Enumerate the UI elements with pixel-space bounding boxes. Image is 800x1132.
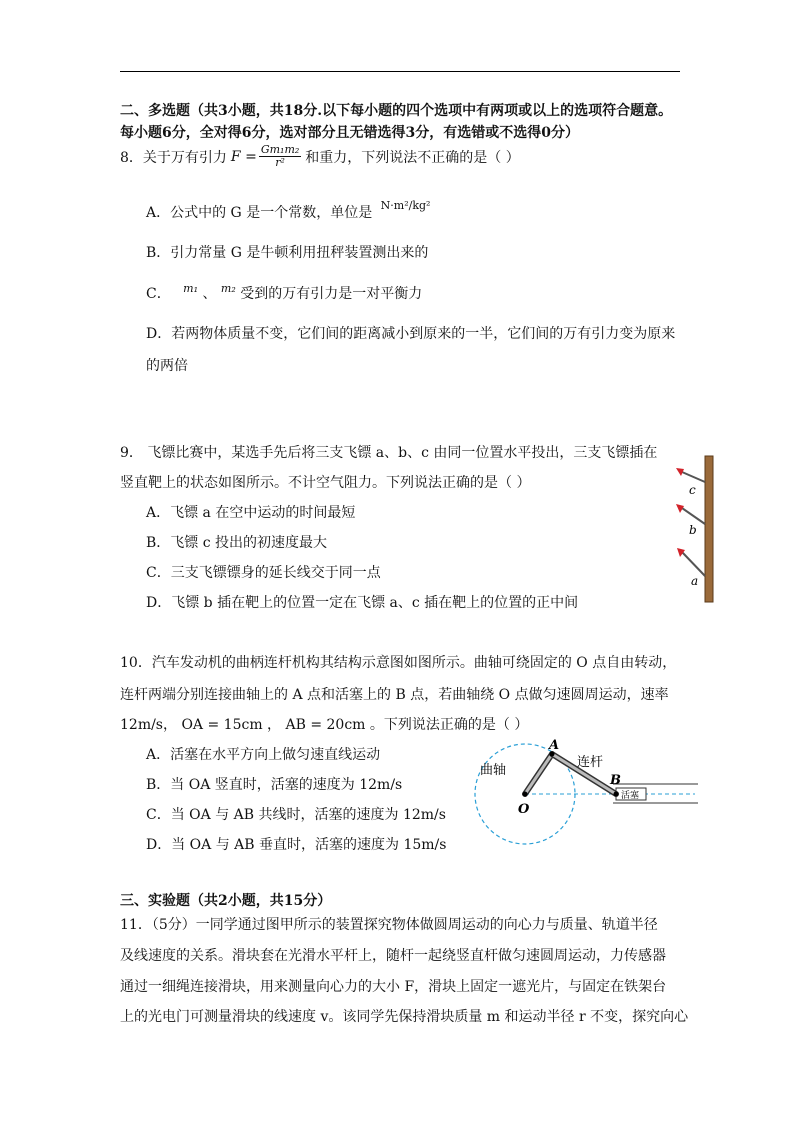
label-crank: 曲轴 bbox=[480, 763, 507, 778]
q8-option-c-m2: m₂ bbox=[220, 282, 236, 295]
q8-option-c-suffix: 受到的万有引力是一对平衡力 bbox=[240, 286, 423, 302]
section2-heading-line2: 每小题6分，全对得6分，选对部分且无错选得3分，有选错或不选得0分） bbox=[120, 125, 579, 141]
q9-stem-line1: 9． 飞镖比赛中，某选手先后将三支飞镖 a、b、c 由同一位置水平投出，三支飞镖插在 bbox=[120, 445, 658, 461]
q9-stem-line2: 竖直靶上的状态如图所示。不计空气阻力。下列说法正确的是（ ） bbox=[120, 475, 531, 491]
label-a: A bbox=[549, 738, 560, 753]
q10-stem-line3: 12m/s， OA = 15cm ， AB = 20cm 。下列说法正确的是（ ） bbox=[120, 717, 529, 733]
q8-formula-fraction bbox=[259, 144, 301, 169]
q11-line4: 上的光电门可测量滑块的线速度 v。该同学先保持滑块质量 m 和运动半径 r 不变，探究向心 bbox=[120, 1009, 689, 1025]
q8-formula-lhs: F = bbox=[230, 148, 257, 165]
q11-line1: 11．（5分）一同学通过图甲所示的装置探究物体做圆周运动的向心力与质量、轨道半径 bbox=[120, 917, 658, 933]
q11-line3: 通过一细绳连接滑块，用来测量向心力的大小 F，滑块上固定一遮光片，与固定在铁架台 bbox=[120, 979, 667, 995]
section2-heading-line1: 二、多选题（共3小题，共18分.以下每小题的四个选项中有两项或以上的选项符合题意。 bbox=[120, 103, 673, 119]
dart-a bbox=[677, 548, 705, 576]
q9-option-a: A．飞镖 a 在空中运动的时间最短 bbox=[146, 505, 356, 521]
label-o: O bbox=[518, 802, 530, 817]
q8-option-a bbox=[146, 199, 431, 222]
q8-stem-after: 和重力，下列说法不正确的是（ ） bbox=[305, 149, 520, 166]
q10-option-c: C．当 OA 与 AB 共线时，活塞的速度为 12m/s bbox=[146, 807, 446, 823]
q8-option-a-text: A．公式中的 G 是一个常数，单位是 bbox=[146, 205, 373, 221]
dart-label-a: a bbox=[691, 574, 699, 588]
q9-option-b: B．飞镖 c 投出的初速度最大 bbox=[146, 535, 328, 551]
dart-label-b: b bbox=[689, 523, 697, 537]
q8-option-b: B．引力常量 G 是牛顿利用扭秤装置测出来的 bbox=[146, 245, 429, 261]
dart-c bbox=[676, 468, 705, 482]
q9-option-c: C．三支飞镖镖身的延长线交于同一点 bbox=[146, 565, 381, 581]
q8-option-d-line2: 的两倍 bbox=[146, 358, 188, 374]
dart-label-c: c bbox=[689, 483, 696, 497]
q9-option-d: D．飞镖 b 插在靶上的位置一定在飞镖 a、c 插在靶上的位置的正中间 bbox=[146, 595, 579, 611]
q8-option-c-m1: m₁ bbox=[183, 282, 199, 295]
q10-option-d: D．当 OA 与 AB 垂直时，活塞的速度为 15m/s bbox=[146, 837, 447, 853]
header-rule bbox=[120, 71, 680, 72]
label-rod: 连杆 bbox=[577, 755, 604, 770]
point-o bbox=[523, 792, 528, 797]
q8-formula-denominator: r² bbox=[275, 156, 285, 169]
q8-stem-before: 8．关于万有引力 bbox=[120, 149, 227, 166]
dartboard bbox=[705, 456, 713, 602]
q10-crank-figure bbox=[470, 736, 700, 848]
label-piston: 活塞 bbox=[621, 791, 640, 801]
q10-stem-line2: 连杆两端分别连接曲轴上的 A 点和活塞上的 B 点，若曲轴绕 O 点做匀速圆周运动，速率 bbox=[120, 687, 669, 703]
q8-formula-numerator: Gm₁m₂ bbox=[260, 143, 300, 156]
q8-option-d-line1: D．若两物体质量不变，它们间的距离减小到原来的一半，它们间的万有引力变为原来 bbox=[146, 326, 676, 342]
q10-option-b: B．当 OA 竖直时，活塞的速度为 12m/s bbox=[146, 777, 403, 793]
q8-option-c-prefix: C． bbox=[146, 286, 171, 302]
q9-dart-figure bbox=[668, 452, 718, 604]
q10-option-a: A．活塞在水平方向上做匀速直线运动 bbox=[146, 747, 381, 763]
section3-heading: 三、实验题（共2小题，共15分） bbox=[120, 893, 332, 909]
q8-stem bbox=[120, 144, 520, 169]
q10-stem-line1: 10．汽车发动机的曲柄连杆机构其结构示意图如图所示。曲轴可绕固定的 O 点自由转动， bbox=[120, 655, 677, 671]
q8-option-c-sep: 、 bbox=[202, 286, 217, 302]
q8-option-a-unit: N·m²/kg² bbox=[380, 199, 431, 212]
q11-line2: 及线速度的关系。滑块套在光滑水平杆上，随杆一起绕竖直杆做匀速圆周运动，力传感器 bbox=[120, 948, 666, 964]
label-b: B bbox=[610, 773, 621, 788]
q8-option-c bbox=[146, 283, 422, 303]
point-b bbox=[614, 792, 619, 797]
dart-b bbox=[676, 504, 705, 524]
